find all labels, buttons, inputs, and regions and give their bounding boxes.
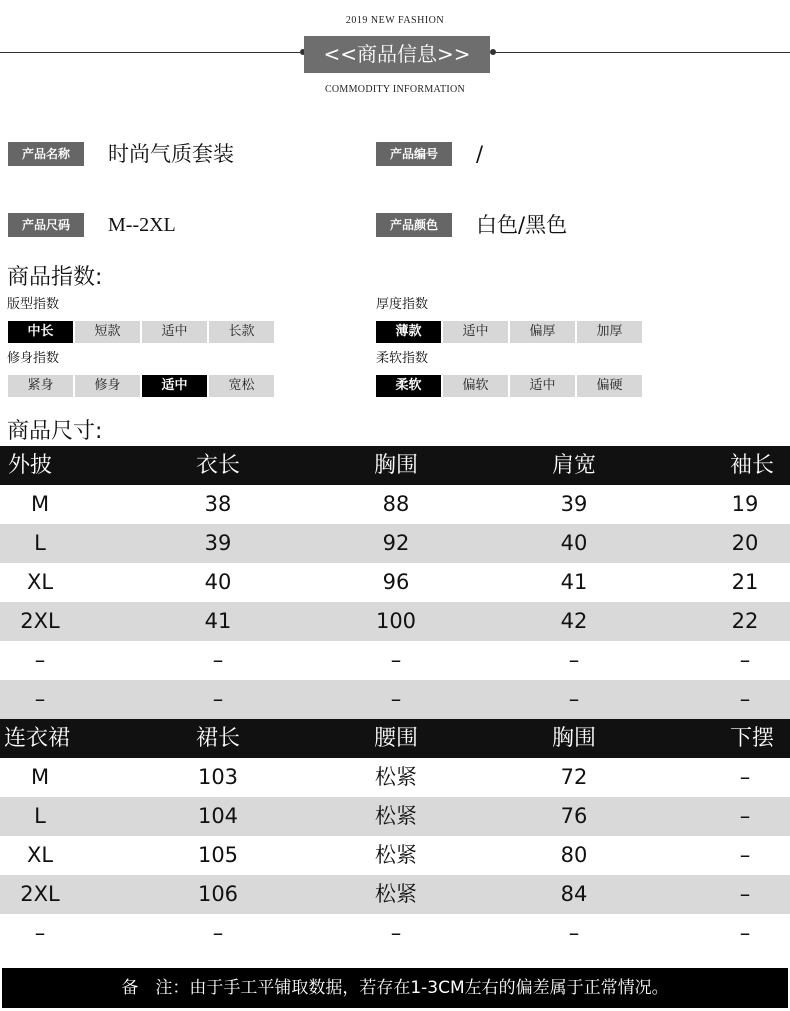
thickness-option: 薄款 xyxy=(376,321,441,343)
table-cell: 21 xyxy=(731,570,759,594)
table-cell: 92 xyxy=(382,531,410,555)
table-row xyxy=(0,563,790,602)
table-cell: – xyxy=(739,843,751,867)
table-header-cell: 衣长 xyxy=(195,453,240,478)
table-cell: – xyxy=(212,648,224,672)
softness-option: 适中 xyxy=(510,375,575,397)
table-cell: – xyxy=(212,921,224,945)
table-cell: – xyxy=(739,921,751,945)
table-cell: 19 xyxy=(731,492,759,516)
product-color-tag: 产品颜色 xyxy=(376,213,452,237)
table-cell: XL xyxy=(26,843,54,867)
table-row xyxy=(0,641,790,680)
header-bottom-text: COMMODITY INFORMATION xyxy=(324,84,466,95)
table-cell: M xyxy=(30,492,50,516)
table-cell: L xyxy=(34,804,46,828)
sizes-title: 商品尺寸: xyxy=(7,419,103,444)
version-option: 适中 xyxy=(142,321,207,343)
table-cell: – xyxy=(390,687,402,711)
table-row xyxy=(0,524,790,563)
thickness-index-label: 厚度指数 xyxy=(376,297,429,312)
table-cell: M xyxy=(30,765,50,789)
table-cell: 松紧 xyxy=(375,882,417,906)
table-cell: – xyxy=(34,921,46,945)
table-row xyxy=(0,602,790,641)
table-cell: 76 xyxy=(560,804,588,828)
fit-option: 适中 xyxy=(142,375,207,397)
table-cell: – xyxy=(739,765,751,789)
table-cell: 20 xyxy=(731,531,759,555)
table-cell: – xyxy=(34,648,46,672)
version-option: 中长 xyxy=(8,321,73,343)
table-cell: – xyxy=(34,687,46,711)
table-cell: 42 xyxy=(560,609,588,633)
table-cell: 88 xyxy=(382,492,410,516)
table-row xyxy=(0,758,790,797)
product-name-tag: 产品名称 xyxy=(8,142,84,166)
table-cell: 40 xyxy=(560,531,588,555)
table-cell: 105 xyxy=(197,843,239,867)
header-line-left xyxy=(0,52,300,53)
table-header-cell: 腰围 xyxy=(373,726,418,751)
table-cell: – xyxy=(390,648,402,672)
table-row xyxy=(0,836,790,875)
product-size-value: M--2XL xyxy=(108,214,176,236)
table-header-cell: 胸围 xyxy=(551,726,596,751)
table-cell: 41 xyxy=(560,570,588,594)
version-index-options xyxy=(8,321,276,343)
fit-index-options xyxy=(8,375,276,397)
table-header-cell: 下摆 xyxy=(729,726,774,751)
table-cell: 松紧 xyxy=(375,804,417,828)
table-row xyxy=(0,914,790,953)
table-row xyxy=(0,797,790,836)
header-top-text: 2019 NEW FASHION xyxy=(345,15,445,26)
product-name-value: 时尚气质套装 xyxy=(108,142,234,166)
thickness-index-options xyxy=(376,321,644,343)
table-cell: – xyxy=(739,687,751,711)
table-cell: 96 xyxy=(382,570,410,594)
table-cell: 104 xyxy=(197,804,239,828)
header-title: <<商品信息>> xyxy=(304,36,490,73)
product-color-value: 白色/黑色 xyxy=(476,213,568,237)
table-cell: XL xyxy=(26,570,54,594)
table-cell: 80 xyxy=(560,843,588,867)
table-cell: 106 xyxy=(197,882,239,906)
table-cell: 松紧 xyxy=(375,765,417,789)
table-cell: – xyxy=(212,687,224,711)
softness-option: 柔软 xyxy=(376,375,441,397)
product-code-value: / xyxy=(476,142,484,166)
thickness-option: 偏厚 xyxy=(510,321,575,343)
softness-index-label: 柔软指数 xyxy=(376,351,429,366)
dress-header-row xyxy=(0,719,790,758)
thickness-option: 适中 xyxy=(443,321,508,343)
product-code-tag: 产品编号 xyxy=(376,142,452,166)
version-option: 长款 xyxy=(209,321,274,343)
fit-index-label: 修身指数 xyxy=(7,351,60,366)
table-row xyxy=(0,875,790,914)
table-cell: 2XL xyxy=(20,609,60,633)
table-cell: 103 xyxy=(197,765,239,789)
table-cell: 41 xyxy=(204,609,232,633)
table-cell: 39 xyxy=(560,492,588,516)
table-cell: – xyxy=(568,921,580,945)
softness-index-options xyxy=(376,375,644,397)
table-cell: 100 xyxy=(375,609,417,633)
table-cell: L xyxy=(34,531,46,555)
table-header-cell: 袖长 xyxy=(729,453,774,478)
table-cell: 38 xyxy=(204,492,232,516)
version-index-label: 版型指数 xyxy=(7,297,60,312)
table-cell: – xyxy=(739,804,751,828)
version-option: 短款 xyxy=(75,321,140,343)
table-header-cell: 胸围 xyxy=(373,453,418,478)
product-size-tag: 产品尺码 xyxy=(8,213,84,237)
table-cell: 2XL xyxy=(20,882,60,906)
table-cell: 39 xyxy=(204,531,232,555)
indices-title: 商品指数: xyxy=(7,265,103,290)
table-cell: – xyxy=(568,687,580,711)
table-cell: – xyxy=(390,921,402,945)
header-line-right xyxy=(494,52,790,53)
thickness-option: 加厚 xyxy=(577,321,642,343)
table-header-cell: 裙长 xyxy=(195,726,240,751)
jacket-header-row xyxy=(0,446,790,485)
table-cell: 松紧 xyxy=(375,843,417,867)
table-row xyxy=(0,680,790,719)
table-cell: – xyxy=(739,882,751,906)
footnote: 备 注：由于手工平铺取数据，若存在1-3CM左右的偏差属于正常情况。 xyxy=(2,968,788,1008)
softness-option: 偏硬 xyxy=(577,375,642,397)
table-cell: 40 xyxy=(204,570,232,594)
table-cell: 22 xyxy=(731,609,759,633)
fit-option: 紧身 xyxy=(8,375,73,397)
table-cell: – xyxy=(568,648,580,672)
table-cell: 72 xyxy=(560,765,588,789)
table-cell: – xyxy=(739,648,751,672)
fit-option: 宽松 xyxy=(209,375,274,397)
softness-option: 偏软 xyxy=(443,375,508,397)
table-header-cell: 连衣裙 xyxy=(4,726,71,751)
table-row xyxy=(0,485,790,524)
table-header-cell: 外披 xyxy=(8,453,53,478)
table-cell: 84 xyxy=(560,882,588,906)
fit-option: 修身 xyxy=(75,375,140,397)
table-header-cell: 肩宽 xyxy=(551,453,596,478)
